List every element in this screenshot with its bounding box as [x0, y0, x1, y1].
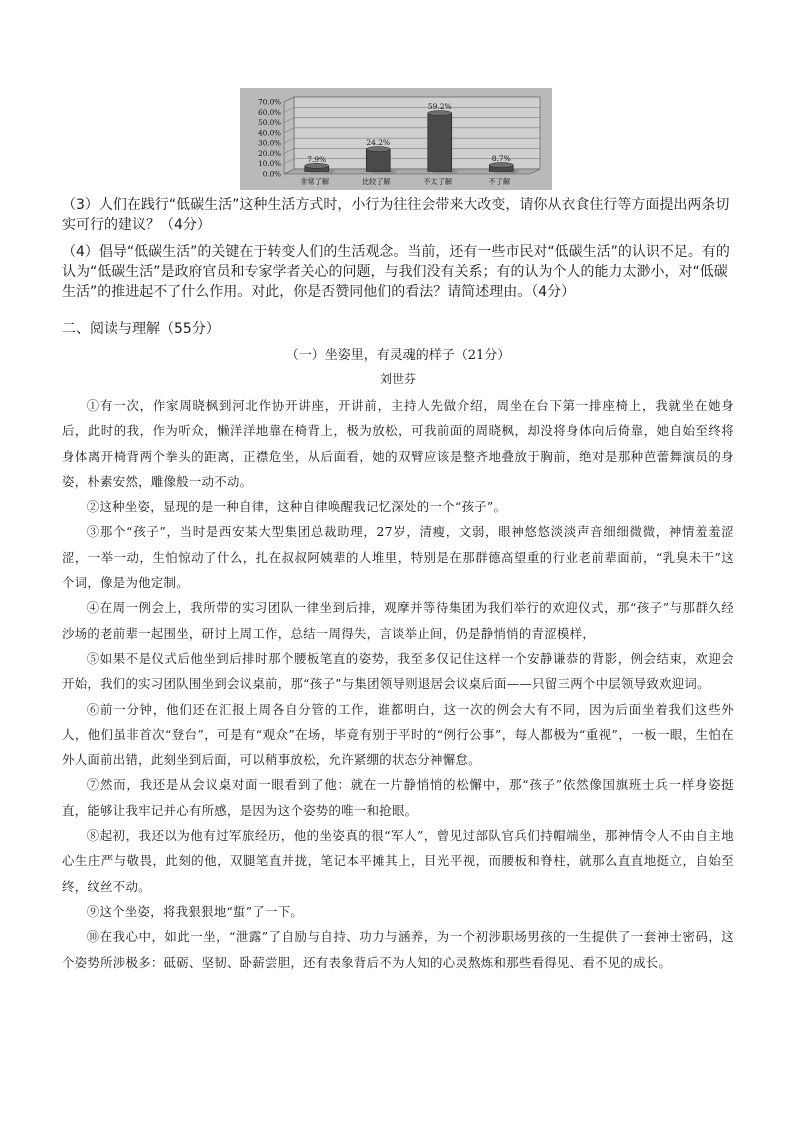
- question-3: （3）人们在践行“低碳生活”这种生活方式时，小行为往往会带来大改变，请你从衣食住行等方面提出两条切实可行的建议？（4分）: [62, 197, 730, 233]
- y-tick-label: 40.0%: [258, 128, 281, 138]
- article-author: 刘世芬: [379, 372, 416, 386]
- paragraph-1: ①有一次，作家周晓枫到河北作协开讲座，开讲前，主持人先做介绍，周坐在台下第一排座椅上，我就坐在她身后，此时的我，作为听众，懒洋洋地靠在椅背上，极为放松，可我前面的周晓枫，却没将身体向后倚靠，她自始至终将身体离开椅背两个拳头的距离，正襟危坐，从后面看，她的双臂应该是整齐地叠放于胸前，绝对是那种芭蕾舞演员的身姿，朴素安然，雕像般一动不动。: [62, 398, 734, 489]
- bar-top: [428, 111, 452, 116]
- chart-svg: [240, 88, 552, 190]
- y-tick-label: 30.0%: [258, 138, 281, 148]
- y-tick-label: 20.0%: [258, 148, 281, 158]
- paragraph-4: ④在周一例会上，我所带的实习团队一律坐到后排，观摩并等待集团为我们举行的欢迎仪式，那“孩子”与那群久经沙场的老前辈一起围坐，研讨上周工作，总结一周得失，言谈举止间，仍是静悄悄的青涩模样，: [62, 600, 734, 641]
- paragraph-3: ③那个“孩子”，当时是西安某大型集团总裁助理，27岁，清瘦，文弱，眼神悠悠淡淡声音细细微微，神情羞羞涩涩，一举一动，生怕惊动了什么，扎在叔叔阿姨辈的人堆里，特别是在那群德高望重的行业老前辈面前，“乳臭未干”这个词，像是为他定制。: [62, 524, 734, 591]
- data-label: 7.9%: [307, 154, 327, 164]
- article-body: [62, 393, 734, 975]
- x-tick-label: 比较了解: [361, 177, 391, 186]
- data-label: 59.2%: [427, 102, 452, 112]
- bar-top: [489, 163, 513, 168]
- bar: [428, 113, 452, 171]
- section-heading: 二、阅读与理解（55分）: [62, 321, 220, 337]
- x-tick-label: 不了解: [488, 177, 511, 186]
- bar: [366, 149, 390, 171]
- bar-top: [366, 147, 390, 152]
- x-tick-label: 非常了解: [300, 177, 330, 186]
- y-tick-label: 50.0%: [258, 118, 281, 128]
- chart-side-wall: [284, 97, 294, 174]
- paragraph-2: ②这种坐姿，显现的是一种自律，这种自律唤醒我记忆深处的一个“孩子”。: [86, 499, 507, 515]
- bar-chart: [240, 88, 552, 190]
- y-tick-label: 60.0%: [258, 107, 281, 117]
- question-4: （4）倡导“低碳生活”的关键在于转变人们的生活观念。当前，还有一些市民对“低碳生活”的认识不足。有的认为“低碳生活”是政府官员和专家学者关心的问题，与我们没有关系；有的认为个人的能力太渺小，对“低碳生活”的推进起不了什么作用。对此，你是否赞同他们的看法？请简述理由。（4分）: [62, 244, 730, 300]
- bar-top: [305, 163, 329, 168]
- article-title: （一）坐姿里，有灵魂的样子（21分）: [285, 348, 511, 363]
- y-tick-label: 10.0%: [258, 159, 281, 169]
- data-label: 8.7%: [491, 154, 511, 164]
- y-tick-label: 70.0%: [258, 97, 281, 107]
- data-label: 24.2%: [366, 138, 391, 148]
- paragraph-5: ⑤如果不是仪式后他坐到后排时那个腰板笔直的姿势，我至多仅记住这样一个安静谦恭的背影，例会结束，欢迎会开始，我们的实习团队围坐到会议桌前，那“孩子”与集团领导则退居会议桌后面——只留三两个中层领导致欢迎词。: [62, 650, 734, 692]
- paragraph-7: ⑦然而，我还是从会议桌对面一眼看到了他：就在一片静悄悄的松懈中，那“孩子”依然像国旗班士兵一样身姿挺直，能够让我牢记并心有所感，是因为这个姿势的唯一和抢眼。: [62, 777, 734, 818]
- paragraph-9: ⑨这个坐姿，将我狠狠地“蜇”了一下。: [86, 903, 304, 919]
- paragraph-8: ⑧起初，我还以为他有过军旅经历，他的坐姿真的很“军人”，曾见过部队官兵们持帽端坐，那神情令人不由自主地心生庄严与敬畏，此刻的他，双腿笔直并拢，笔记本平摊其上，目光平视，而腰板和脊柱，就那么直直地挺立，自始至终，纹丝不动。: [62, 828, 734, 894]
- y-tick-label: 0.0%: [262, 169, 281, 179]
- x-tick-label: 不太了解: [423, 177, 453, 186]
- paragraph-6: ⑥前一分钟，他们还在汇报上周各自分管的工作，谁都明白，这一次的例会大有不同，因为后面坐着我们这些外人，他们虽非首次“登台”，可是有“观众”在场，毕竟有别于平时的“例行公事”，每人都极为“重视”，一板一眼，生怕在外人面前出错，此刻坐到后面，可以稍事放松，允许紧绷的状态分神懈怠。: [62, 701, 734, 768]
- paragraph-10: ⑩在我心中，如此一坐，“泄露”了自励与自持、功力与涵养，为一个初涉职场男孩的一生提供了一套神士密码，这个姿势所涉极多：砥砺、坚韧、卧薪尝胆，还有表象背后不为人知的心灵熬炼和那些看得见、看不见的成长。: [62, 929, 734, 970]
